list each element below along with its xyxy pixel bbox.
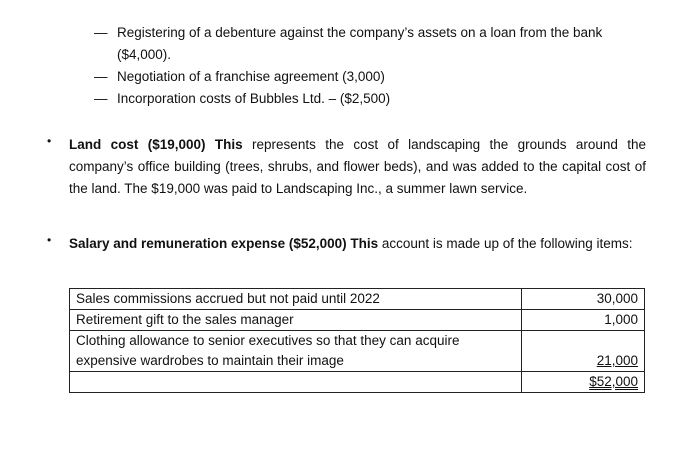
table-row <box>70 331 645 372</box>
expense-sub-list <box>94 22 664 110</box>
item-description: Sales commissions accrued but not paid until 2022 <box>70 289 522 310</box>
table-row-total <box>70 372 645 393</box>
bullet-icon: • <box>47 134 52 148</box>
item-description: Clothing allowance to senior executives so that they can acquire expensive wardrobes to maintain their image <box>70 331 522 372</box>
list-item-text-continued: ($4,000). <box>117 47 172 62</box>
list-item-text: Registering of a debenture against the company’s assets on a loan from the bank <box>117 25 603 40</box>
list-item <box>94 22 664 66</box>
salary-heading: Salary and remuneration expense ($52,000) This <box>69 236 379 251</box>
total-amount: $52,000 <box>589 374 638 389</box>
item-amount: 30,000 <box>522 289 645 310</box>
item-amount: 21,000 <box>596 353 638 368</box>
table-row <box>70 310 645 331</box>
table-row <box>70 289 645 310</box>
salary-paragraph <box>40 233 646 255</box>
item-description: Retirement gift to the sales manager <box>70 310 522 331</box>
paragraph-text <box>69 233 646 255</box>
total-label <box>70 372 522 393</box>
dash-marker: — <box>94 25 108 40</box>
salary-body: account is made up of the following items: <box>378 236 633 251</box>
list-item <box>94 66 664 88</box>
land-cost-heading: Land cost ($19,000) This <box>69 137 243 152</box>
salary-items-table <box>69 288 645 393</box>
paragraph-text <box>69 134 646 200</box>
item-amount-cell <box>522 331 645 372</box>
dash-marker: — <box>94 69 108 84</box>
item-amount: 1,000 <box>522 310 645 331</box>
dash-marker: — <box>94 91 108 106</box>
list-item-text: Negotiation of a franchise agreement (3,000) <box>117 69 385 84</box>
land-cost-body: represents the cost of landscaping the grounds around the company’s office building (trees, shrubs, and flower beds), and was added to the capital cost of the land. The $19,000 was paid to Landscaping Inc., a summer lawn service. <box>69 137 646 196</box>
list-item <box>94 88 664 110</box>
total-amount-cell <box>522 372 645 393</box>
list-item-text: Incorporation costs of Bubbles Ltd. – ($2,500) <box>117 91 391 106</box>
bullet-icon: • <box>47 233 52 247</box>
land-cost-paragraph <box>40 134 646 200</box>
